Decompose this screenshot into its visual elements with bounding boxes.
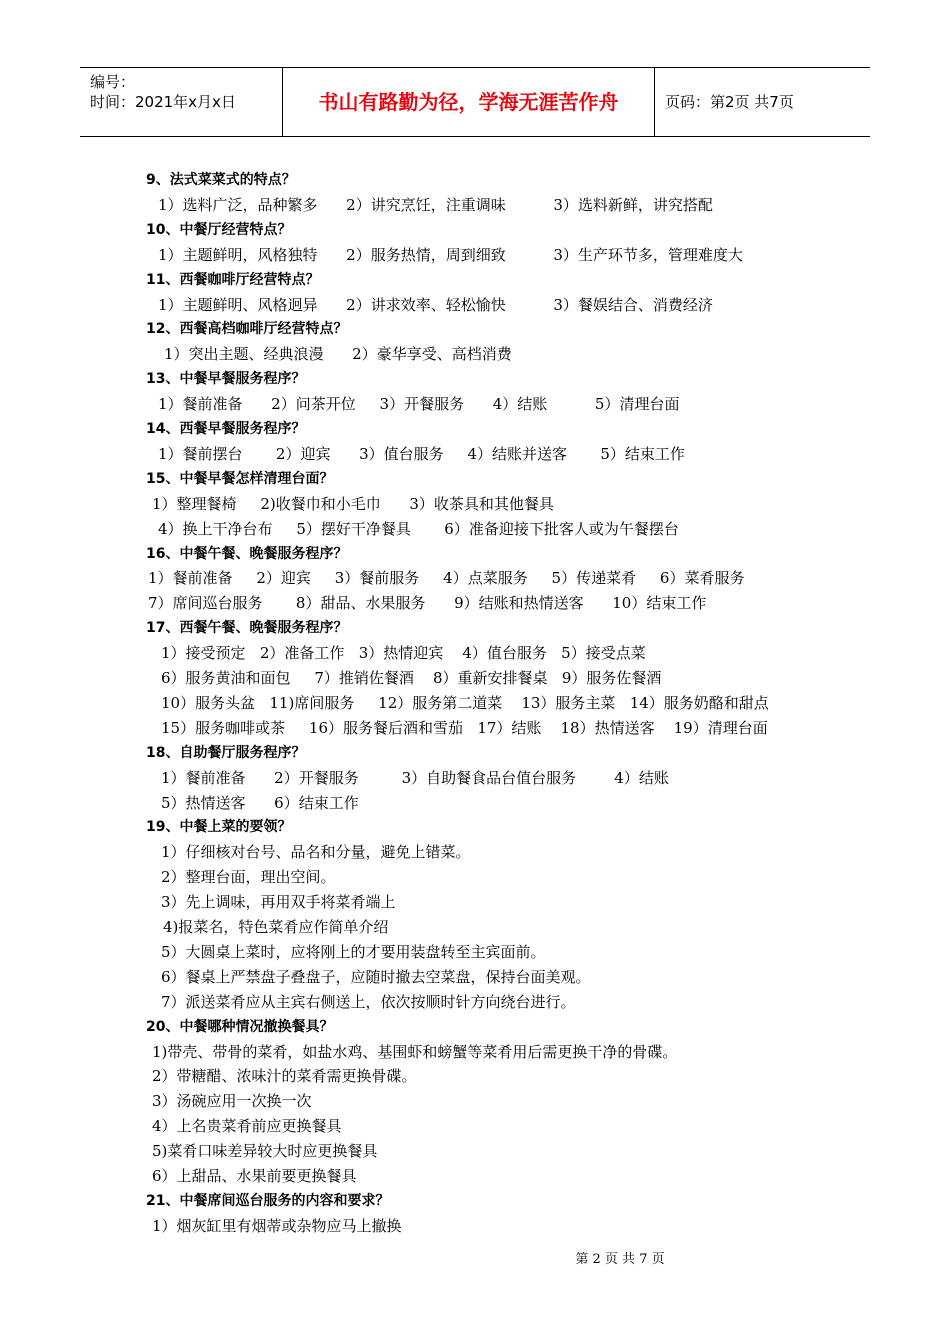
answer-line: 4)报菜名，特色菜肴应作简单介绍 — [163, 918, 389, 936]
page-footer: 第 2 页 共 7 页 — [575, 1252, 665, 1267]
question-heading: 17、西餐午餐、晚餐服务程序？ — [146, 620, 348, 637]
time-label: 时间：2021年x月x日 — [90, 93, 236, 111]
answer-line: 4）上名贵菜肴前应更换餐具 — [152, 1117, 342, 1136]
answer-line: 1）整理餐椅 2)收餐巾和小毛巾 3）收茶具和其他餐具 — [152, 494, 554, 513]
answer-line: 2）整理台面，理出空间。 — [161, 868, 336, 887]
question-heading: 20、中餐哪种情况撤换餐具？ — [146, 1018, 334, 1035]
header-page-info: 页码：第2页 共7页 — [665, 93, 794, 111]
answer-line: 7）派送菜肴应从主宾右侧送上，依次按顺时针方向绕台进行。 — [161, 992, 576, 1011]
answer-line: 3）先上调味，再用双手将菜肴端上 — [161, 893, 396, 912]
answer-line: 1）餐前摆台 2）迎宾 3）值台服务 4）结账并送客 5）结束工作 — [158, 444, 685, 463]
answer-line: 6）上甜品、水果前要更换餐具 — [152, 1167, 357, 1185]
question-heading: 21、中餐席间巡台服务的内容和要求？ — [146, 1192, 390, 1209]
answer-line: 5）热情送客 6）结束工作 — [161, 793, 359, 812]
answer-line: 1）烟灰缸里有烟蒂或杂物应马上撤换 — [152, 1216, 402, 1235]
question-heading: 10、中餐厅经营特点？ — [146, 221, 292, 238]
question-heading: 15、中餐早餐怎样清理台面？ — [146, 470, 334, 487]
answer-line: 15）服务咖啡或茶 16）服务餐后酒和雪茄 17）结账 18）热情送客 19）清理台面 — [161, 718, 768, 737]
question-heading: 18、自助餐厅服务程序？ — [146, 744, 306, 761]
answer-line: 3）汤碗应用一次换一次 — [152, 1092, 312, 1111]
answer-line: 6）餐桌上严禁盘子叠盘子，应随时撤去空菜盘，保持台面美观。 — [161, 967, 591, 986]
question-heading: 19、中餐上菜的要领？ — [146, 819, 292, 836]
question-heading: 16、中餐午餐、晚餐服务程序？ — [146, 545, 348, 562]
number-label: 编号： — [90, 73, 136, 91]
answer-line: 6）服务黄油和面包 7）推销佐餐酒 8）重新安排餐桌 9）服务佐餐酒 — [161, 669, 662, 687]
question-heading: 11、西餐咖啡厅经营特点？ — [146, 271, 320, 288]
answer-line: 2）带糖醋、浓味汁的菜肴需更换骨碟。 — [152, 1067, 417, 1086]
answer-line: 7）席间巡台服务 8）甜品、水果服务 9）结账和热情送客 10）结束工作 — [148, 594, 707, 613]
header-meta-cell — [80, 68, 283, 136]
question-heading: 12、西餐高档咖啡厅经营特点？ — [146, 321, 348, 338]
answer-line: 10）服务头盆 11)席间服务 12）服务第二道菜 13）服务主菜 14）服务奶酪和甜点 — [161, 693, 769, 712]
question-heading: 13、中餐早餐服务程序？ — [146, 371, 306, 388]
answer-line: 1）餐前准备 2）问茶开位 3）开餐服务 4）结账 5）清理台面 — [158, 395, 680, 414]
answer-line: 1）仔细核对台号、品名和分量，避免上错菜。 — [161, 843, 471, 862]
answer-line: 1）接受预定 2）准备工作 3）热情迎宾 4）值台服务 5）接受点菜 — [161, 644, 646, 663]
question-heading: 14、西餐早餐服务程序？ — [146, 421, 306, 437]
answer-line: 5)菜肴口味差异较大时应更换餐具 — [152, 1142, 378, 1161]
answer-line: 1）主题鲜明，风格独特 2）服务热情，周到细致 3）生产环节多，管理难度大 — [158, 245, 743, 264]
answer-line: 1）餐前准备 2）迎宾 3）餐前服务 4）点菜服务 5）传递菜肴 6）菜肴服务 — [148, 569, 745, 588]
header-motto: 书山有路勤为径，学海无涯苦作舟 — [283, 68, 655, 136]
answer-line: 5）大圆桌上菜时，应将刚上的才要用装盘转至主宾面前。 — [161, 942, 546, 961]
answer-line: 1）选料广泛，品种繁多 2）讲究烹饪，注重调味 3）选料新鲜，讲究搭配 — [158, 195, 713, 214]
answer-line: 4）换上干净台布 5）摆好干净餐具 6）准备迎接下批客人或为午餐摆台 — [158, 519, 679, 538]
answer-line: 1)带壳、带骨的菜肴，如盐水鸡、基围虾和螃蟹等菜肴用后需更换干净的骨碟。 — [152, 1042, 678, 1061]
answer-line: 1）突出主题、经典浪漫 2）豪华享受、高档消费 — [164, 345, 512, 364]
answer-line: 1）餐前准备 2）开餐服务 3）自助餐食品台值台服务 4）结账 — [161, 768, 669, 787]
answer-line: 1）主题鲜明、风格迥异 2）讲求效率、轻松愉快 3）餐娱结合、消费经济 — [158, 295, 713, 314]
document-header — [80, 67, 870, 137]
question-heading: 9、法式菜菜式的特点？ — [146, 172, 296, 188]
